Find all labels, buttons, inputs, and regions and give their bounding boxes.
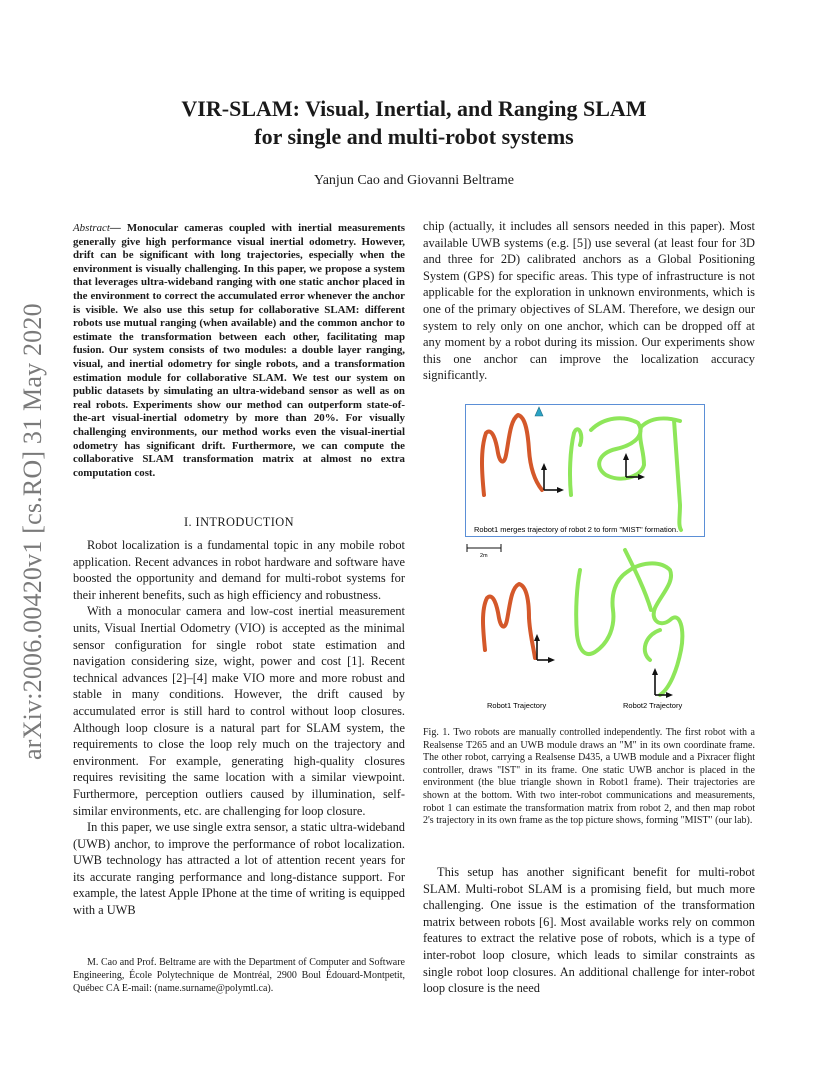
right-paragraph-top: chip (actually, it includes all sensors needed in this paper). Most available UWB systems (e.g. [5]) use several (at least four for 3D and three for 2D) calibrated anchors as a Global Positioning System (GPS) for specific areas. This type of infrastructure is not applicable for the exploration in unknown environments, which is one of the primary objectives of SLAM. Therefore, we design our system to rely only on one anchor, which can be dropped off at any moment by a robot during its mission. Our experiments show this one anchor can improve the localization accuracy significantly. [423, 219, 755, 383]
intro-paragraph-2: With a monocular camera and low-cost inertial measurement units, Visual Inertial Odometry (VIO) is accepted as the minimal sensor configuration for single robot state estimation and navigation considering size, wight, power and cost [1]. Recent technical advances [2]–[4] make VIO more and more robust and stable in many conditions. However, the drift caused by accumulated error is still hard to control without loop closures. Although loop closure is a natural part for SLAM system, the requirements to close the loop rely much on the trajectory and environment. For example, generating high-quality closures requires revisiting the same location with a similar viewpoint. Furthermore, perception outliers caused by illumination, self-similar environments, etc. are challenging for loop closure. [73, 604, 405, 818]
robot1-trajectory-top [482, 415, 542, 495]
right-bottom-text [423, 864, 755, 997]
title-line-2: for single and multi-robot systems [254, 124, 574, 149]
title-line-1: VIR-SLAM: Visual, Inertial, and Ranging SLAM [181, 96, 647, 121]
abstract-text: — Monocular cameras coupled with inertial measurements generally give high performance visual inertial odometry. However, drift can be significant with long trajectories, especially when the environment is visually challenging. In this paper, we propose a system that leverages ultra-wideband ranging with one static anchor placed in the environment to correct the accumulated error whenever the anchor is visible. We also use this setup for collaborative SLAM: different robots use mutual ranging (when available) and the common anchor to estimate the transformation between each other, facilitating map fusion. Our system consists of two modules: a double layer ranging, visual, and inertial odometry for single robots, and a transformation estimation module for collaborative SLAM. We test our system on public datasets by simulating an ultra-wideband sensor as well as on real robots. Experiments show our method can outperform state-of-the-art visual-inertial odometry by more than 20%. For visually challenging environments, our method works even the visual-inertial odometry has significant drift. Furthermore, we can compute the collaborative SLAM transformation matrix at almost no extra computation cost. [73, 222, 405, 479]
merged-trajectory-plot [466, 405, 704, 536]
footnote [73, 956, 405, 995]
intro-body [73, 537, 405, 919]
robot2-trajectory-label: Robot2 Trajectory [623, 701, 683, 710]
robot1-trajectory [483, 584, 535, 658]
figure-caption: Fig. 1. Two robots are manually controlled independently. The first robot with a Realsense T265 and an UWB module draws an "M" in its own coordinate frame. The other robot, carrying a Realsense D435, a UWB module and a Pixracer flight controller, draws "IST" in its frame. One static UWB anchor is placed in the environment (the blue triangle shown in Robot1 frame). Their trajectories are shown at the bottom. With two inter-robot communications and measurements, robot 1 can estimate the transformation matrix from robot 2, and then map robot 2's trajectory in its own frame as the top picture shows, forming "MIST" (our lab). [423, 727, 755, 827]
footnote-text: M. Cao and Prof. Beltrame are with the Department of Computer and Software Engineering, École Polytechnique de Montréal, 2900 Boul Édouard-Montpetit, Québec CA E-mail: (name.surname@polymtl.ca). [73, 957, 405, 994]
figure-bottom-panel [465, 540, 725, 715]
arxiv-identifier: arXiv:2006.00420v1 [cs.RO] 31 May 2020 [18, 303, 47, 760]
paper-title [0, 95, 828, 151]
section-heading: I. INTRODUCTION [184, 515, 294, 529]
intro-paragraph-3: In this paper, we use single extra sensor, a static ultra-wideband (UWB) anchor, to improve the performance of robot localization. UWB technology has attracted a lot of attention recent years for its accurate ranging performance and long-distance support. For example, the latest Apple IPhone at the time of writing is equipped with a UWB [73, 820, 405, 918]
robot1-trajectory-label: Robot1 Trajectory [487, 701, 547, 710]
right-paragraph-bottom: This setup has another significant benefit for multi-robot SLAM. Multi-robot SLAM is a promising field, but much more challenging. One issue is the estimation of the transformation matrix between robots [6]. Most available works rely on common features to extract the relative pose of robots, which is a type of inter-robot loop closure, which leads to similar constraints as single robot loop closures. An additional challenge for inter-robot loop closure is the need [423, 865, 755, 996]
individual-trajectories-plot [465, 540, 725, 715]
anchor-triangle-icon [535, 407, 543, 416]
top-panel-caption: Robot1 merges trajectory of robot 2 to form "MIST" formation. [474, 525, 679, 534]
scale-label: 2m [480, 553, 488, 559]
abstract [73, 222, 405, 480]
authors: Yanjun Cao and Giovanni Beltrame [314, 173, 514, 188]
scale-bar [467, 544, 501, 559]
right-top-text [423, 218, 755, 384]
robot2-trajectory [576, 550, 682, 695]
intro-paragraph-1: Robot localization is a fundamental topic in any mobile robot application. Recent advances in robot hardware and software have boosted the opportunity and demand for multi-robot systems for their inherent benefits, such as high efficiency and robustness. [73, 538, 405, 602]
abstract-label: Abstract [73, 222, 110, 234]
figure-top-panel [465, 404, 705, 537]
